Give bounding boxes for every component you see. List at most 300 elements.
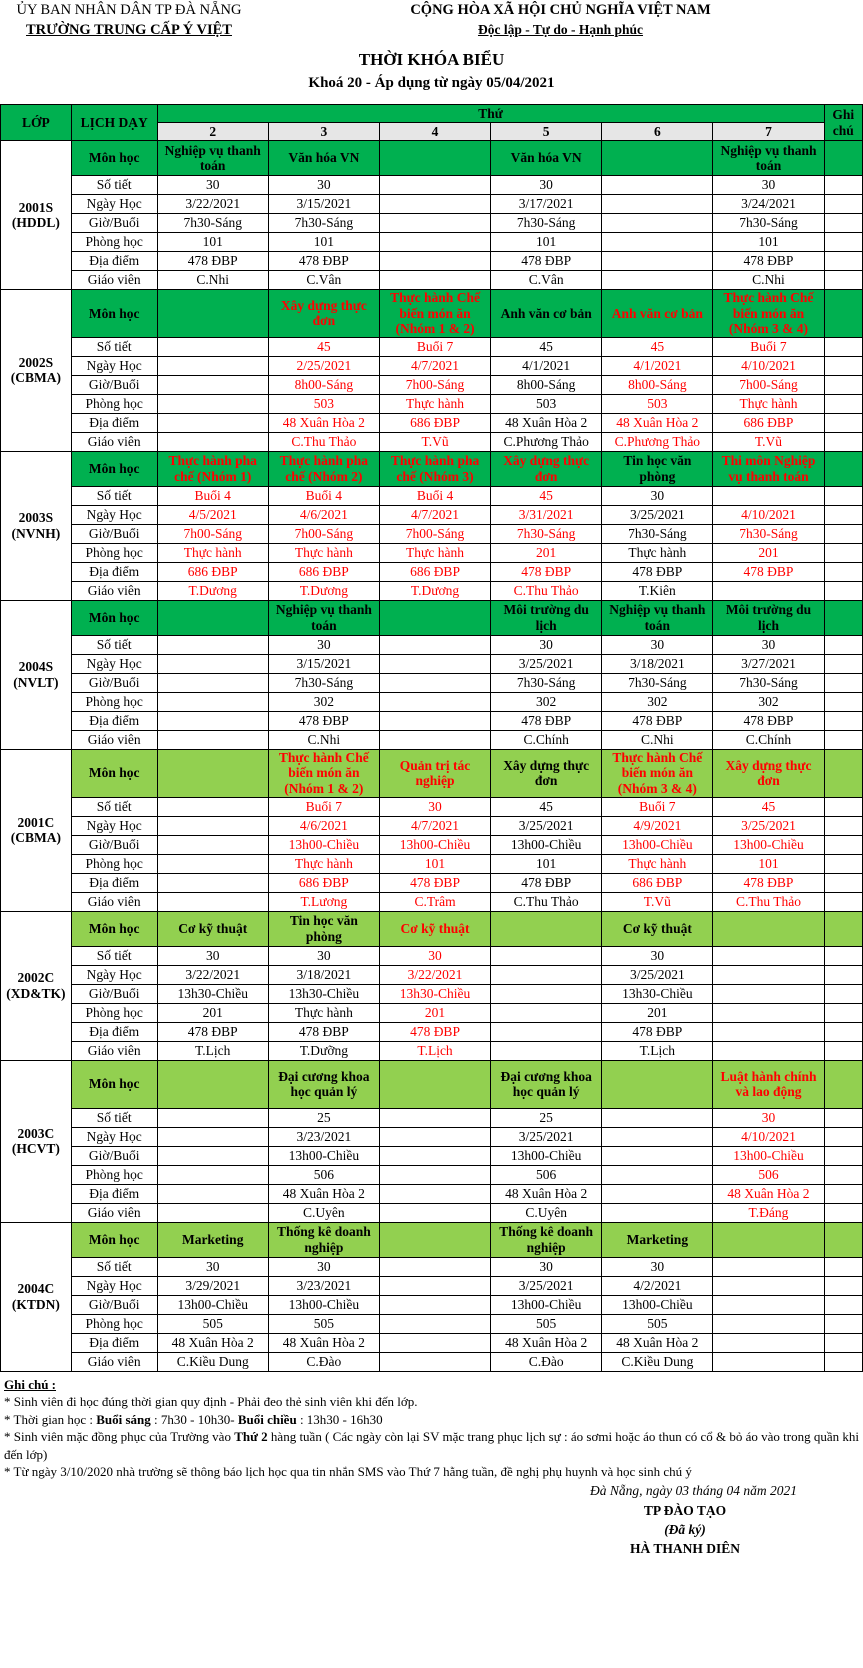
schedule-cell: 3/25/2021 <box>713 816 824 835</box>
schedule-cell: 48 Xuân Hòa 2 <box>157 1333 268 1352</box>
schedule-cell: 4/10/2021 <box>713 505 824 524</box>
schedule-cell <box>157 337 268 356</box>
row-label: Ngày Học <box>71 356 157 375</box>
row-label: Giáo viên <box>71 432 157 451</box>
schedule-cell: 4/6/2021 <box>268 505 379 524</box>
row-label: Ngày Học <box>71 195 157 214</box>
schedule-cell: 3/23/2021 <box>268 1127 379 1146</box>
schedule-cell: Thực hành Chế biến món ăn (Nhóm 3 & 4) <box>713 290 824 338</box>
row-dia-diem <box>1 562 863 581</box>
schedule-cell <box>379 141 490 176</box>
schedule-cell: 478 ĐBP <box>491 711 602 730</box>
signature-dept: TP ĐÀO TẠO <box>643 1502 727 1518</box>
schedule-cell: 30 <box>713 176 824 195</box>
schedule-cell <box>713 1314 824 1333</box>
class-name: 2004S (NVLT) <box>1 600 72 749</box>
schedule-cell: 3/15/2021 <box>268 195 379 214</box>
schedule-cell <box>157 1165 268 1184</box>
schedule-cell: 4/5/2021 <box>157 505 268 524</box>
class-block <box>1 911 863 1060</box>
schedule-cell: 45 <box>491 486 602 505</box>
schedule-cell: Thực hành <box>602 854 713 873</box>
schedule-cell <box>157 600 268 635</box>
schedule-cell: 101 <box>491 233 602 252</box>
schedule-cell: Thực hành Chế biến món ăn (Nhóm 1 & 2) <box>379 290 490 338</box>
schedule-cell: 505 <box>491 1314 602 1333</box>
row-ngay-hoc <box>1 816 863 835</box>
schedule-cell <box>602 233 713 252</box>
note-cell <box>824 1003 862 1022</box>
schedule-cell: 505 <box>268 1314 379 1333</box>
row-giao-vien <box>1 1041 863 1060</box>
schedule-cell: C.Đào <box>491 1352 602 1371</box>
schedule-cell: 2/25/2021 <box>268 356 379 375</box>
schedule-cell: 7h30-Sáng <box>268 673 379 692</box>
schedule-cell: Buổi 4 <box>268 486 379 505</box>
schedule-cell: T.Dương <box>268 581 379 600</box>
schedule-cell <box>379 1333 490 1352</box>
row-dia-diem <box>1 711 863 730</box>
schedule-cell <box>157 854 268 873</box>
row-mon-hoc <box>1 600 863 635</box>
schedule-cell <box>157 816 268 835</box>
schedule-cell: 478 ĐBP <box>379 873 490 892</box>
schedule-cell: 7h00-Sáng <box>379 524 490 543</box>
note-cell <box>824 1295 862 1314</box>
schedule-cell <box>157 730 268 749</box>
schedule-cell: 7h30-Sáng <box>491 214 602 233</box>
schedule-cell: Thực hành <box>268 543 379 562</box>
schedule-cell <box>379 1165 490 1184</box>
schedule-cell: 506 <box>491 1165 602 1184</box>
row-giao-vien <box>1 892 863 911</box>
note-cell <box>824 562 862 581</box>
row-label: Giáo viên <box>71 730 157 749</box>
schedule-cell: 101 <box>713 233 824 252</box>
schedule-cell: 13h00-Chiều <box>713 1146 824 1165</box>
schedule-cell: 478 ĐBP <box>713 252 824 271</box>
schedule-cell: 101 <box>157 233 268 252</box>
schedule-cell: 478 ĐBP <box>268 1022 379 1041</box>
signature-signed: (Đã ký) <box>664 1521 706 1537</box>
row-label: Phòng học <box>71 692 157 711</box>
schedule-cell: Xây dựng thực đơn <box>268 290 379 338</box>
row-label: Phòng học <box>71 1003 157 1022</box>
schedule-cell: 13h00-Chiều <box>602 835 713 854</box>
schedule-cell: 3/22/2021 <box>157 195 268 214</box>
schedule-cell <box>157 711 268 730</box>
schedule-cell: Buổi 7 <box>602 797 713 816</box>
schedule-cell: 48 Xuân Hòa 2 <box>491 413 602 432</box>
schedule-cell: Thi môn Nghiệp vụ thanh toán <box>713 451 824 486</box>
schedule-cell: T.Vũ <box>713 432 824 451</box>
row-label: Địa điểm <box>71 562 157 581</box>
schedule-cell: C.Nhi <box>157 271 268 290</box>
signature-date: Đà Nẵng, ngày 03 tháng 04 năm 2021 <box>590 1482 797 1498</box>
row-label: Số tiết <box>71 1108 157 1127</box>
schedule-cell <box>379 1127 490 1146</box>
row-gio-buoi <box>1 835 863 854</box>
row-giao-vien <box>1 581 863 600</box>
schedule-cell: 503 <box>268 394 379 413</box>
row-phong-hoc <box>1 854 863 873</box>
row-gio-buoi <box>1 1295 863 1314</box>
note-cell <box>824 271 862 290</box>
schedule-cell: 48 Xuân Hòa 2 <box>713 1184 824 1203</box>
row-gio-buoi <box>1 524 863 543</box>
header-day-3: 3 <box>268 123 379 141</box>
note-cell <box>824 1041 862 1060</box>
schedule-cell: T.Kiên <box>602 581 713 600</box>
schedule-cell <box>713 1333 824 1352</box>
note-cell <box>824 451 862 486</box>
schedule-cell <box>491 1003 602 1022</box>
schedule-cell <box>379 1276 490 1295</box>
schedule-cell <box>157 892 268 911</box>
schedule-cell <box>157 1184 268 1203</box>
schedule-cell: 13h00-Chiều <box>268 1295 379 1314</box>
schedule-cell: 4/6/2021 <box>268 816 379 835</box>
schedule-cell: Văn hóa VN <box>491 141 602 176</box>
row-label: Ngày Học <box>71 816 157 835</box>
schedule-cell: 13h00-Chiều <box>157 1295 268 1314</box>
schedule-cell: 4/10/2021 <box>713 1127 824 1146</box>
class-block <box>1 451 863 600</box>
schedule-cell: 45 <box>268 337 379 356</box>
notes-title: Ghi chú : <box>4 1376 57 1392</box>
note-cell <box>824 356 862 375</box>
schedule-cell: Môi trường du lịch <box>491 600 602 635</box>
schedule-cell: 13h00-Chiều <box>491 835 602 854</box>
schedule-cell: Nghiệp vụ thanh toán <box>157 141 268 176</box>
schedule-cell <box>491 1041 602 1060</box>
schedule-cell: 686 ĐBP <box>157 562 268 581</box>
class-name: 2001S (HDDL) <box>1 141 72 290</box>
document-header <box>0 0 863 40</box>
row-mon-hoc <box>1 1060 863 1108</box>
row-label: Giờ/Buổi <box>71 1295 157 1314</box>
class-name: 2003C (HCVT) <box>1 1060 72 1222</box>
row-label: Phòng học <box>71 854 157 873</box>
schedule-cell <box>157 873 268 892</box>
schedule-cell: 3/27/2021 <box>713 654 824 673</box>
schedule-cell <box>157 1127 268 1146</box>
row-dia-diem <box>1 1022 863 1041</box>
row-ngay-hoc <box>1 965 863 984</box>
schedule-cell <box>157 1146 268 1165</box>
class-block <box>1 600 863 749</box>
schedule-cell: 478 ĐBP <box>268 711 379 730</box>
schedule-cell: Thống kê doanh nghiệp <box>268 1222 379 1257</box>
note-cell <box>824 692 862 711</box>
row-label: Giáo viên <box>71 1041 157 1060</box>
schedule-cell: Thực hành pha chế (Nhóm 1) <box>157 451 268 486</box>
schedule-cell: 13h00-Chiều <box>602 1295 713 1314</box>
schedule-cell <box>713 1276 824 1295</box>
schedule-cell: C.Thu Thảo <box>268 432 379 451</box>
row-label: Phòng học <box>71 233 157 252</box>
schedule-cell: 4/7/2021 <box>379 505 490 524</box>
schedule-cell: Cơ kỹ thuật <box>379 911 490 946</box>
schedule-cell: 30 <box>157 946 268 965</box>
header-thu: Thứ <box>157 105 824 123</box>
schedule-cell <box>602 214 713 233</box>
row-gio-buoi <box>1 673 863 692</box>
header-lop: LỚP <box>1 105 72 141</box>
note-cell <box>824 854 862 873</box>
schedule-cell: 30 <box>157 1257 268 1276</box>
class-name: 2002C (XD&TK) <box>1 911 72 1060</box>
schedule-cell: C.Chính <box>713 730 824 749</box>
schedule-cell: Môi trường du lịch <box>713 600 824 635</box>
row-label: Giờ/Buổi <box>71 835 157 854</box>
note-cell <box>824 749 862 797</box>
note-cell <box>824 965 862 984</box>
row-mon-hoc <box>1 749 863 797</box>
schedule-cell: 13h00-Chiều <box>491 1146 602 1165</box>
schedule-cell: Thực hành Chế biến món ăn (Nhóm 1 & 2) <box>268 749 379 797</box>
note-cell <box>824 413 862 432</box>
schedule-cell: T.Đáng <box>713 1203 824 1222</box>
schedule-cell: 478 ĐBP <box>157 252 268 271</box>
schedule-cell: 30 <box>491 635 602 654</box>
class-block <box>1 141 863 290</box>
header-lich-day: LỊCH DẠY <box>71 105 157 141</box>
row-label: Ngày Học <box>71 1276 157 1295</box>
row-label: Số tiết <box>71 635 157 654</box>
schedule-cell <box>602 176 713 195</box>
schedule-cell: 3/25/2021 <box>602 965 713 984</box>
note-cell <box>824 394 862 413</box>
schedule-cell: 13h30-Chiều <box>157 984 268 1003</box>
schedule-cell: C.Thu Thảo <box>491 892 602 911</box>
schedule-cell: T.Dương <box>379 581 490 600</box>
row-ngay-hoc <box>1 1127 863 1146</box>
schedule-cell: 478 ĐBP <box>491 252 602 271</box>
schedule-cell: 478 ĐBP <box>157 1022 268 1041</box>
schedule-cell <box>379 1060 490 1108</box>
national-title: CỘNG HÒA XÃ HỘI CHỦ NGHĨA VIỆT NAM <box>410 2 711 18</box>
note-cell <box>824 486 862 505</box>
schedule-cell: 478 ĐBP <box>268 252 379 271</box>
schedule-cell: 201 <box>157 1003 268 1022</box>
schedule-cell: 4/1/2021 <box>491 356 602 375</box>
schedule-cell <box>157 1060 268 1108</box>
row-gio-buoi <box>1 214 863 233</box>
schedule-cell: Thực hành <box>713 394 824 413</box>
schedule-cell: Tin học văn phòng <box>268 911 379 946</box>
schedule-cell <box>379 1222 490 1257</box>
class-name: 2002S (CBMA) <box>1 290 72 452</box>
schedule-cell <box>379 1295 490 1314</box>
schedule-cell: 3/25/2021 <box>491 1276 602 1295</box>
schedule-cell <box>602 271 713 290</box>
header-day-4: 4 <box>379 123 490 141</box>
schedule-cell <box>602 1203 713 1222</box>
row-phong-hoc <box>1 692 863 711</box>
schedule-cell: 13h00-Chiều <box>379 835 490 854</box>
header-day-5: 5 <box>491 123 602 141</box>
row-label: Phòng học <box>71 394 157 413</box>
schedule-cell <box>713 965 824 984</box>
schedule-cell: 7h30-Sáng <box>491 673 602 692</box>
header-day-2: 2 <box>157 123 268 141</box>
schedule-cell: 48 Xuân Hòa 2 <box>491 1333 602 1352</box>
schedule-cell: Xây dựng thực đơn <box>491 451 602 486</box>
schedule-cell <box>713 1257 824 1276</box>
schedule-cell: 13h30-Chiều <box>379 984 490 1003</box>
schedule-cell: T.Lịch <box>379 1041 490 1060</box>
schedule-cell: C.Kiều Dung <box>157 1352 268 1371</box>
row-gio-buoi <box>1 1146 863 1165</box>
note-cell <box>824 141 862 176</box>
row-ngay-hoc <box>1 654 863 673</box>
schedule-cell <box>157 1108 268 1127</box>
header-day-6: 6 <box>602 123 713 141</box>
schedule-cell <box>491 1022 602 1041</box>
schedule-cell: Thực hành pha chế (Nhóm 3) <box>379 451 490 486</box>
schedule-cell <box>713 1352 824 1371</box>
schedule-cell <box>602 141 713 176</box>
schedule-cell <box>602 1184 713 1203</box>
schedule-cell: 478 ĐBP <box>491 562 602 581</box>
schedule-cell <box>491 911 602 946</box>
row-giao-vien <box>1 1203 863 1222</box>
row-label: Phòng học <box>71 543 157 562</box>
schedule-cell: C.Kiều Dung <box>602 1352 713 1371</box>
schedule-cell <box>157 692 268 711</box>
schedule-cell: 13h00-Chiều <box>491 1295 602 1314</box>
schedule-cell <box>157 635 268 654</box>
note-cell <box>824 505 862 524</box>
schedule-cell: 101 <box>268 233 379 252</box>
schedule-cell: 3/22/2021 <box>157 965 268 984</box>
schedule-cell: C.Thu Thảo <box>713 892 824 911</box>
note-cell <box>824 984 862 1003</box>
schedule-cell: 13h00-Chiều <box>713 835 824 854</box>
row-mon-hoc <box>1 290 863 338</box>
schedule-cell <box>713 911 824 946</box>
schedule-cell: 478 ĐBP <box>379 1022 490 1041</box>
schedule-cell <box>157 356 268 375</box>
note-cell <box>824 835 862 854</box>
schedule-cell <box>379 233 490 252</box>
schedule-cell: 48 Xuân Hòa 2 <box>491 1184 602 1203</box>
page-title: THỜI KHÓA BIỂU <box>358 50 505 69</box>
note-cell <box>824 711 862 730</box>
schedule-cell <box>713 486 824 505</box>
row-label: Môn học <box>71 911 157 946</box>
schedule-cell: T.Vũ <box>379 432 490 451</box>
row-label: Giáo viên <box>71 1352 157 1371</box>
schedule-cell: C.Thu Thảo <box>491 581 602 600</box>
schedule-cell <box>379 195 490 214</box>
schedule-cell: 13h00-Chiều <box>268 1146 379 1165</box>
row-phong-hoc <box>1 233 863 252</box>
schedule-cell: Cơ kỹ thuật <box>602 911 713 946</box>
schedule-cell <box>602 1146 713 1165</box>
schedule-cell: C.Nhi <box>602 730 713 749</box>
schedule-cell: Nghiệp vụ thanh toán <box>268 600 379 635</box>
schedule-cell: 30 <box>268 176 379 195</box>
schedule-cell: 7h00-Sáng <box>379 375 490 394</box>
schedule-cell: 686 ĐBP <box>268 562 379 581</box>
schedule-cell <box>379 654 490 673</box>
schedule-cell <box>491 965 602 984</box>
note-cell <box>824 1203 862 1222</box>
signature-name: HÀ THANH DIÊN <box>629 1540 741 1556</box>
row-so-tiet <box>1 797 863 816</box>
row-label: Số tiết <box>71 797 157 816</box>
row-label: Giờ/Buổi <box>71 673 157 692</box>
schedule-cell: C.Trâm <box>379 892 490 911</box>
schedule-cell: 30 <box>602 946 713 965</box>
schedule-cell: 3/25/2021 <box>491 1127 602 1146</box>
row-mon-hoc <box>1 141 863 176</box>
schedule-cell <box>157 394 268 413</box>
row-dia-diem <box>1 1184 863 1203</box>
schedule-cell: Buổi 7 <box>268 797 379 816</box>
schedule-cell <box>157 1203 268 1222</box>
row-label: Số tiết <box>71 946 157 965</box>
schedule-cell: 30 <box>268 635 379 654</box>
row-label: Địa điểm <box>71 413 157 432</box>
note-cell <box>824 1314 862 1333</box>
schedule-cell: Thực hành <box>268 854 379 873</box>
schedule-cell: 503 <box>602 394 713 413</box>
row-label: Số tiết <box>71 337 157 356</box>
row-phong-hoc <box>1 543 863 562</box>
schedule-cell: 25 <box>491 1108 602 1127</box>
row-gio-buoi <box>1 375 863 394</box>
row-label: Giáo viên <box>71 892 157 911</box>
schedule-cell <box>379 1203 490 1222</box>
row-label: Môn học <box>71 1060 157 1108</box>
class-block <box>1 1222 863 1371</box>
note-cell <box>824 911 862 946</box>
row-giao-vien <box>1 730 863 749</box>
row-label: Giờ/Buổi <box>71 214 157 233</box>
schedule-cell <box>379 635 490 654</box>
row-giao-vien <box>1 271 863 290</box>
schedule-cell: 45 <box>713 797 824 816</box>
row-giao-vien <box>1 432 863 451</box>
national-motto: Độc lập - Tự do - Hạnh phúc <box>477 22 644 37</box>
row-label: Địa điểm <box>71 1184 157 1203</box>
row-label: Ngày Học <box>71 1127 157 1146</box>
schedule-cell: Buổi 7 <box>379 337 490 356</box>
note-cell <box>824 252 862 271</box>
schedule-cell: 48 Xuân Hòa 2 <box>268 1333 379 1352</box>
schedule-cell: 30 <box>268 946 379 965</box>
schedule-cell: Thực hành <box>157 543 268 562</box>
schedule-cell: 7h30-Sáng <box>713 524 824 543</box>
schedule-cell <box>602 1165 713 1184</box>
class-block <box>1 1060 863 1222</box>
schedule-cell: 7h30-Sáng <box>713 673 824 692</box>
schedule-cell: 13h30-Chiều <box>268 984 379 1003</box>
row-dia-diem <box>1 1333 863 1352</box>
note-cell <box>824 1022 862 1041</box>
schedule-cell: 30 <box>157 176 268 195</box>
note-cell <box>824 654 862 673</box>
schedule-cell: Xây dựng thực đơn <box>491 749 602 797</box>
schedule-cell <box>602 1127 713 1146</box>
schedule-cell <box>379 176 490 195</box>
schedule-cell: 302 <box>602 692 713 711</box>
row-ngay-hoc <box>1 356 863 375</box>
note-cell <box>824 581 862 600</box>
